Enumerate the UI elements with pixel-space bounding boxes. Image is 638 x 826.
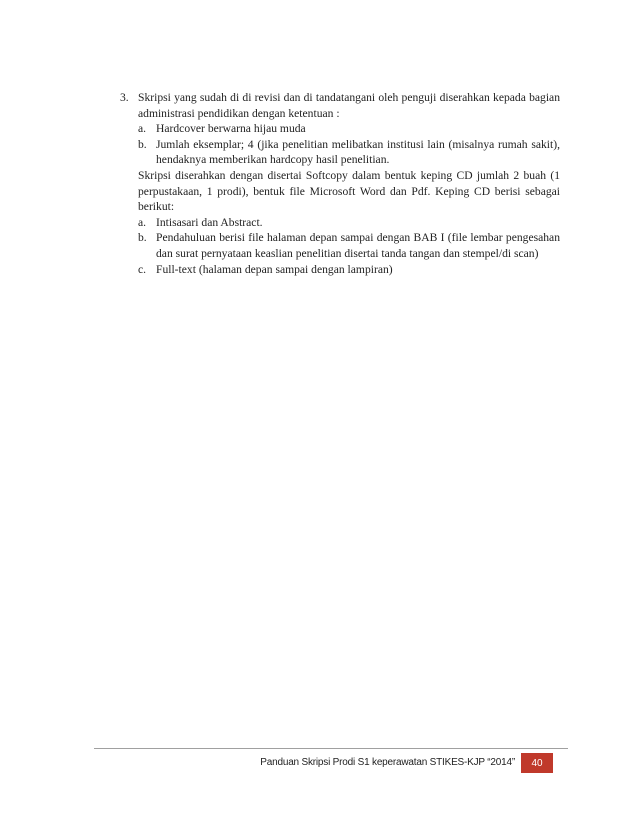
sub-item-text: Intisasari dan Abstract. — [156, 215, 263, 229]
document-body — [120, 90, 560, 277]
sub-item-b — [138, 137, 560, 168]
item-number: 3. — [120, 91, 129, 104]
item-intro: Skripsi yang sudah di di revisi dan di tandatangani oleh penguji diserahkan kepada bagian administrasi pendidikan dengan ketentuan : — [138, 91, 560, 120]
sub-item-marker: c. — [138, 262, 147, 276]
cd-item-c — [138, 262, 560, 278]
sub-item-marker: b. — [138, 231, 147, 245]
footer-title: Panduan Skripsi Prodi S1 keperawatan STIKES-KJP “2014” — [260, 757, 515, 768]
sub-item-text: Pendahuluan berisi file halaman depan sampai dengan BAB I (file lembar pengesahan dan surat pernyataan keaslian penelitian disertai tanda tangan dan stempel/di scan) — [156, 231, 560, 260]
softcopy-paragraph: Skripsi diserahkan dengan disertai Softcopy dalam bentuk keping CD jumlah 2 buah (1 perpustakaan, 1 prodi), bentuk file Microsoft Word dan Pdf. Keping CD berisi sebagai berikut: — [138, 168, 560, 214]
list-item-3 — [120, 90, 560, 277]
page-number-badge: 40 — [521, 753, 553, 773]
sub-item-text: Hardcover berwarna hijau muda — [156, 122, 306, 136]
cd-item-a — [138, 215, 560, 231]
sub-item-marker: a. — [138, 122, 147, 136]
cd-item-b — [138, 230, 560, 261]
sub-item-marker: a. — [138, 215, 147, 229]
footer-divider — [94, 748, 568, 749]
sub-item-text: Full-text (halaman depan sampai dengan lampiran) — [156, 262, 393, 276]
sub-item-text: Jumlah eksemplar; 4 (jika penelitian melibatkan institusi lain (misalnya rumah sakit), hendaknya memberikan hardcopy hasil penelitian. — [156, 137, 560, 167]
sub-item-marker: b. — [138, 137, 147, 151]
sub-item-a — [138, 121, 560, 137]
